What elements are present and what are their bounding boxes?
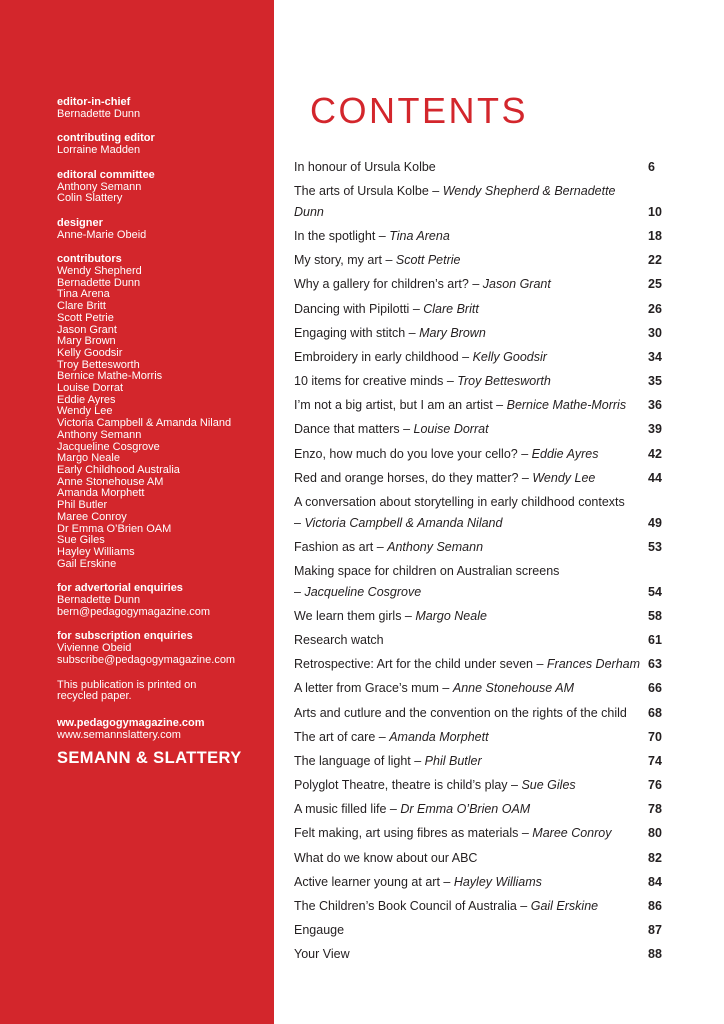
toc-entry-text	[294, 630, 648, 651]
toc-entry-title: We learn them girls	[294, 608, 402, 623]
toc-entry-author: Anne Stonehouse AM	[452, 681, 575, 696]
toc-entry-title: Retrospective: Art for the child under seven	[294, 657, 534, 672]
toc-entry-title: Enzo, how much do you love your cello?	[294, 446, 518, 461]
toc-entry-page-number: 88	[648, 947, 662, 962]
toc-entry-text	[294, 751, 648, 772]
sidebar-line: Gail Erskine	[57, 557, 117, 570]
toc-entry-text	[294, 654, 648, 675]
toc-entry-text	[294, 606, 648, 627]
toc-entry-text	[294, 181, 648, 222]
sidebar-section	[57, 631, 260, 666]
sidebar-line: Anne-Marie Obeid	[57, 228, 147, 241]
sidebar-line: Lorraine Madden	[57, 144, 141, 157]
toc-entry-text	[294, 561, 648, 602]
toc-entry-page-number: 61	[648, 632, 662, 647]
toc-entry-page-number: 76	[648, 778, 662, 793]
toc-entry-page-number: 80	[648, 826, 662, 841]
dash-separator: –	[432, 184, 443, 199]
toc-entry-author: Jason Grant	[482, 277, 551, 292]
toc-entry-text	[294, 537, 648, 558]
dash-separator: –	[373, 539, 388, 554]
toc-entry	[294, 419, 686, 440]
toc-entry-title: My story, my art	[294, 253, 382, 268]
toc-entry	[294, 775, 686, 796]
toc-entry-page-number: 49	[648, 515, 662, 530]
sidebar-line: Kelly Goodsir	[57, 346, 123, 359]
toc-entry-page-number: 26	[648, 301, 662, 316]
toc-entry-page-number: 84	[648, 874, 662, 889]
toc-entry-page-number: 86	[648, 899, 662, 914]
toc-entry-page-number: 36	[648, 398, 662, 413]
sidebar-line: Amanda Morphett	[57, 487, 145, 500]
toc-entry-title: The arts of Ursula Kolbe	[294, 184, 433, 199]
toc-entry-title: In the spotlight	[294, 228, 376, 243]
toc-entry-author: Clare Britt	[423, 301, 479, 316]
dash-separator: –	[438, 681, 453, 696]
toc-entry-title: Engaging with stitch	[294, 325, 406, 340]
sidebar-line: Jason Grant	[57, 323, 117, 336]
toc-entry-page-number: 30	[648, 325, 662, 340]
toc-list	[294, 157, 686, 965]
dash-separator: –	[294, 584, 305, 599]
toc-entry	[294, 823, 686, 844]
toc-entry-text	[294, 468, 648, 489]
toc-entry-page-number: 42	[648, 446, 662, 461]
toc-entry-title: Embroidery in early childhood	[294, 349, 459, 364]
publisher-website-url: www.semannslattery.com	[57, 728, 181, 741]
dash-separator: –	[518, 826, 533, 841]
recycled-paper-note: This publication is printed on recycled paper.	[57, 678, 197, 703]
toc-entry	[294, 703, 686, 724]
toc-entry-title: A conversation about storytelling in early childhood contexts	[294, 495, 625, 510]
toc-entry-author: Louise Dorrat	[413, 422, 489, 437]
toc-entry	[294, 250, 686, 271]
sidebar-line: Bernice Mathe-Morris	[57, 370, 163, 383]
dash-separator: –	[405, 325, 420, 340]
sidebar-section-heading: contributing editor	[57, 132, 155, 145]
toc-entry	[294, 537, 686, 558]
toc-entry-page-number: 6	[648, 160, 655, 174]
dash-separator: –	[401, 608, 416, 623]
toc-entry-text	[294, 395, 648, 416]
toc-entry	[294, 371, 686, 392]
sidebar-line: Anthony Semann	[57, 428, 142, 441]
toc-entry-title: I’m not a big artist, but I am an artist	[294, 398, 493, 413]
sidebar-line: Clare Britt	[57, 300, 106, 313]
dash-separator: –	[410, 753, 425, 768]
sidebar-section-heading: editoral committee	[57, 168, 155, 181]
sidebar-section	[57, 583, 260, 618]
toc-entry-page-number: 78	[648, 802, 662, 817]
website-links	[57, 718, 260, 741]
toc-entry-author: Margo Neale	[415, 608, 487, 623]
sidebar-section	[57, 218, 260, 241]
sidebar-line: Victoria Campbell & Amanda Niland	[57, 417, 232, 430]
toc-entry-page-number: 39	[648, 422, 662, 437]
sidebar-line: subscribe@pedagogymagazine.com	[57, 653, 236, 666]
toc-entry-title: What do we know about our ABC	[294, 850, 478, 865]
sidebar-section	[57, 133, 260, 156]
toc-entry-title: The language of light	[294, 753, 411, 768]
sidebar-line: Margo Neale	[57, 452, 120, 465]
toc-entry-text	[294, 775, 648, 796]
toc-entry	[294, 606, 686, 627]
masthead-sidebar	[0, 0, 274, 1024]
toc-entry-author: Tina Arena	[389, 228, 450, 243]
toc-entry	[294, 944, 686, 965]
sidebar-line: Louise Dorrat	[57, 382, 124, 395]
toc-entry-author: Sue Giles	[521, 778, 576, 793]
sidebar-line: Jacqueline Cosgrove	[57, 440, 160, 453]
toc-entry-page-number: 25	[648, 277, 662, 292]
sidebar-line: bern@pedagogymagazine.com	[57, 605, 211, 618]
sidebar-section	[57, 254, 260, 570]
toc-entry-text	[294, 799, 648, 820]
toc-entry-title: Your View	[294, 947, 350, 962]
toc-entry-author: Dr Emma O’Brien OAM	[400, 802, 531, 817]
toc-entry-author: Frances Derham	[546, 657, 641, 672]
toc-entry-title: Felt making, art using fibres as materials	[294, 826, 519, 841]
sidebar-line: Hayley Williams	[57, 545, 135, 558]
toc-entry-page-number: 18	[648, 228, 662, 243]
toc-entry-title: Why a gallery for children’s art?	[294, 277, 469, 292]
toc-entry-title: Dancing with Pipilotti	[294, 301, 410, 316]
toc-entry-title: Polyglot Theatre, theatre is child’s play	[294, 778, 508, 793]
toc-entry-page-number: 53	[648, 539, 662, 554]
toc-entry-author: Eddie Ayres	[531, 446, 599, 461]
toc-entry-page-number: 66	[648, 681, 662, 696]
sidebar-line: Colin Slattery	[57, 192, 123, 205]
toc-entry	[294, 751, 686, 772]
toc-entry	[294, 896, 686, 917]
toc-entry	[294, 181, 686, 222]
sidebar-line: Tina Arena	[57, 288, 110, 301]
toc-entry-title: Engauge	[294, 923, 345, 938]
dash-separator: –	[533, 657, 547, 672]
dash-separator: –	[409, 301, 424, 316]
dash-separator: –	[381, 253, 396, 268]
dash-separator: –	[386, 802, 401, 817]
magazine-website-url: ww.pedagogymagazine.com	[57, 716, 205, 729]
toc-entry-title: 10 items for creative minds	[294, 374, 444, 389]
toc-entry	[294, 799, 686, 820]
toc-entry	[294, 395, 686, 416]
dash-separator: –	[443, 374, 458, 389]
toc-entry-text	[294, 872, 648, 893]
dash-separator: –	[399, 422, 414, 437]
toc-entry-page-number: 74	[648, 753, 662, 768]
sidebar-line: Bernadette Dunn	[57, 107, 141, 120]
toc-entry	[294, 299, 686, 320]
toc-entry-text	[294, 250, 648, 271]
toc-entry	[294, 492, 686, 533]
sidebar-section	[57, 170, 260, 205]
toc-entry-page-number: 34	[648, 349, 662, 364]
dash-separator: –	[375, 729, 390, 744]
dash-separator: –	[516, 899, 531, 914]
toc-entry-title: A letter from Grace’s mum	[294, 681, 439, 696]
contents-main-area	[274, 0, 724, 1024]
toc-entry-text	[294, 492, 648, 533]
toc-entry-author: Maree Conroy	[532, 826, 612, 841]
toc-entry	[294, 347, 686, 368]
sidebar-section-heading: editor-in-chief	[57, 96, 131, 108]
toc-entry-author: Anthony Semann	[387, 539, 484, 554]
toc-entry-author: Victoria Campbell & Amanda Niland	[304, 515, 503, 530]
toc-entry-page-number: 68	[648, 705, 662, 720]
toc-entry-author: Mary Brown	[419, 325, 486, 340]
toc-entry-title: Arts and cutlure and the convention on the rights of the child	[294, 705, 627, 720]
page-title: CONTENTS	[310, 90, 528, 131]
toc-entry-author: Hayley Williams	[453, 874, 542, 889]
toc-entry-text	[294, 823, 648, 844]
toc-entry-page-number: 58	[648, 608, 662, 623]
dash-separator: –	[439, 874, 454, 889]
dash-separator: –	[468, 277, 483, 292]
toc-entry-text	[294, 727, 648, 748]
dash-separator: –	[492, 398, 507, 413]
toc-entry-title: Making space for children on Australian screens	[294, 564, 560, 578]
sidebar-section-heading: for advertorial enquiries	[57, 582, 183, 595]
toc-entry-title: Fashion as art	[294, 539, 374, 554]
toc-entry-title: A music filled life	[294, 802, 387, 817]
sidebar-section	[57, 97, 260, 120]
dash-separator: –	[517, 446, 532, 461]
dash-separator: –	[458, 349, 473, 364]
toc-entry-author: Phil Butler	[424, 753, 482, 768]
toc-entry-title: Research watch	[294, 632, 384, 647]
sidebar-section-heading: for subscription enquiries	[57, 630, 193, 643]
toc-entry-text	[294, 896, 648, 917]
dash-separator: –	[518, 470, 533, 485]
toc-entry-page-number: 44	[648, 470, 662, 485]
sidebar-sections	[57, 97, 260, 667]
toc-entry-title: The Children’s Book Council of Australia	[294, 899, 517, 914]
sidebar-line: Bernadette Dunn	[57, 594, 141, 607]
dash-separator: –	[294, 515, 305, 530]
toc-entry	[294, 561, 686, 602]
toc-entry-text	[294, 419, 648, 440]
toc-entry	[294, 920, 686, 941]
toc-entry	[294, 848, 686, 869]
toc-entry-text	[294, 848, 648, 869]
toc-entry	[294, 226, 686, 247]
toc-entry-title: Active learner young at art	[294, 874, 440, 889]
toc-entry-text	[294, 299, 648, 320]
sidebar-line: Scott Petrie	[57, 311, 114, 324]
sidebar-line: Anthony Semann	[57, 180, 142, 193]
sidebar-line: Maree Conroy	[57, 510, 127, 523]
toc-entry-page-number: 54	[648, 584, 662, 599]
toc-entry-text	[294, 703, 648, 724]
toc-entry-author: Scott Petrie	[395, 253, 461, 268]
dash-separator: –	[375, 228, 390, 243]
toc-entry-text	[294, 371, 648, 392]
sidebar-line: Wendy Lee	[57, 405, 113, 418]
toc-entry	[294, 468, 686, 489]
toc-entry	[294, 630, 686, 651]
toc-entry-page-number: 35	[648, 374, 662, 389]
toc-entry-text	[294, 678, 648, 699]
sidebar-line: Eddie Ayres	[57, 393, 116, 406]
sidebar-line: Dr Emma O’Brien OAM	[57, 522, 172, 535]
toc-entry-page-number: 82	[648, 850, 662, 865]
toc-entry-title: In honour of Ursula Kolbe	[294, 160, 436, 174]
toc-entry-text	[294, 347, 648, 368]
toc-entry-text	[294, 944, 648, 965]
toc-entry-author: Bernice Mathe-Morris	[506, 398, 627, 413]
toc-entry-page-number: 70	[648, 729, 662, 744]
toc-entry	[294, 678, 686, 699]
toc-entry-author: Amanda Morphett	[389, 729, 489, 744]
toc-entry-text	[294, 226, 648, 247]
toc-entry-text	[294, 323, 648, 344]
sidebar-section-heading: contributors	[57, 253, 122, 266]
toc-entry-author: Jacqueline Cosgrove	[304, 584, 422, 599]
toc-entry-author: Gail Erskine	[530, 899, 599, 914]
toc-entry-text	[294, 444, 648, 465]
sidebar-line: Early Childhood Australia	[57, 463, 180, 476]
toc-entry-page-number: 63	[648, 657, 662, 672]
toc-entry-text	[294, 920, 648, 941]
toc-entry-page-number: 87	[648, 923, 662, 938]
toc-entry	[294, 157, 686, 178]
toc-entry	[294, 274, 686, 295]
toc-entry-page-number: 10	[648, 204, 662, 219]
toc-entry	[294, 872, 686, 893]
sidebar-line: Mary Brown	[57, 335, 116, 348]
sidebar-line: Wendy Shepherd	[57, 265, 142, 278]
toc-entry	[294, 444, 686, 465]
toc-entry-author: Wendy Lee	[532, 470, 596, 485]
toc-entry-text	[294, 274, 648, 295]
sidebar-line: Anne Stonehouse AM	[57, 475, 164, 488]
toc-entry	[294, 727, 686, 748]
dash-separator: –	[507, 778, 522, 793]
toc-entry-text	[294, 157, 648, 178]
sidebar-line: Phil Butler	[57, 499, 108, 512]
toc-entry	[294, 654, 686, 675]
toc-entry-title: The art of care	[294, 729, 376, 744]
toc-entry-author: Kelly Goodsir	[472, 349, 547, 364]
toc-entry-title: Dance that matters	[294, 422, 400, 437]
toc-entry-author: Troy Bettesworth	[457, 374, 551, 389]
sidebar-line: Sue Giles	[57, 534, 105, 547]
toc-entry	[294, 323, 686, 344]
sidebar-line: Bernadette Dunn	[57, 276, 141, 289]
sidebar-line: Vivienne Obeid	[57, 642, 132, 655]
semann-slattery-logo: SEMANN & SLATTERY	[57, 749, 242, 768]
toc-entry-page-number: 22	[648, 253, 662, 268]
sidebar-section-heading: designer	[57, 216, 103, 229]
sidebar-line: Troy Bettesworth	[57, 358, 140, 371]
toc-entry-author: Wendy Shepherd & Bernadette Dunn	[294, 184, 616, 219]
toc-entry-title: Red and orange horses, do they matter?	[294, 470, 519, 485]
